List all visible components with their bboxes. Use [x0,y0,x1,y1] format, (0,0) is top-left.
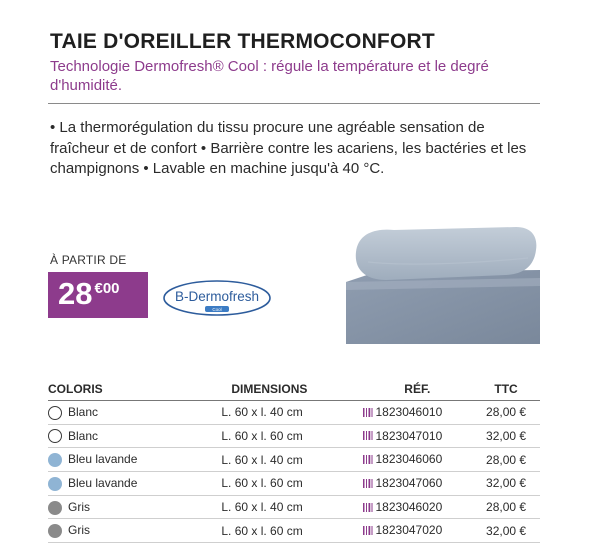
color-name: Bleu lavande [68,475,138,490]
reference: 1823047060 [375,475,443,490]
price-ttc: 32,00 € [472,472,540,496]
reference: 1823046010 [375,404,443,419]
barcode-icon [363,477,373,491]
price-ttc: 32,00 € [472,424,540,448]
price-ttc: 28,00 € [472,495,540,519]
price-ttc: 28,00 € [472,401,540,425]
price-badge [48,272,148,318]
color-name: Blanc [68,428,99,443]
dimensions: L. 60 x l. 60 cm [221,519,358,543]
barcode-icon [363,501,373,515]
color-swatch [48,453,62,467]
price-from-label: À PARTIR DE [50,253,127,267]
color-swatch [48,477,62,491]
table-row [48,401,540,425]
header-ttc: TTC [472,380,540,401]
barcode-icon [363,453,373,467]
dimensions: L. 60 x l. 60 cm [221,424,358,448]
table-row [48,495,540,519]
pillow-image [346,222,540,344]
color-swatch [48,429,62,443]
header-ref: RÉF. [359,380,473,401]
dimensions: L. 60 x l. 60 cm [221,472,358,496]
reference: 1823047010 [375,428,443,443]
brand-sub: Cool [212,307,222,312]
table-header-row [48,380,540,401]
barcode-icon [363,406,373,420]
price-integer: 28 [58,276,93,311]
reference: 1823047020 [375,523,443,538]
dermofresh-logo [162,278,272,318]
brand-name: B-Dermofresh [174,289,260,304]
spec-table [48,380,540,543]
color-name: Gris [68,499,90,514]
color-swatch [48,524,62,538]
barcode-icon [363,524,373,538]
table-row [48,424,540,448]
color-name: Blanc [68,404,99,419]
product-description: • La thermorégulation du tissu procure une agréable sensation de fraîcheur et de confort • Barrière contre les acariens, les bactéries et les champignons • Lavable en machine jusqu'à 40 °C. [50,119,527,177]
barcode-icon [363,429,373,443]
table-row [48,472,540,496]
header-dimensions: DIMENSIONS [221,380,358,401]
reference: 1823046060 [375,452,443,467]
dimensions: L. 60 x l. 40 cm [221,448,358,472]
product-subtitle: Technologie Dermofresh® Cool : régule la température et le degré d'humidité. [50,58,489,94]
reference: 1823046020 [375,499,443,514]
dimensions: L. 60 x l. 40 cm [221,401,358,425]
color-name: Bleu lavande [68,452,138,467]
table-row [48,519,540,543]
price-ttc: 28,00 € [472,448,540,472]
table-row [48,448,540,472]
price-ttc: 32,00 € [472,519,540,543]
color-swatch [48,406,62,420]
product-title: TAIE D'OREILLER THERMOCONFORT [50,30,435,53]
color-swatch [48,501,62,515]
price-decimal: €00 [94,280,120,297]
divider [48,103,540,104]
dimensions: L. 60 x l. 40 cm [221,495,358,519]
color-name: Gris [68,523,90,538]
header-coloris: COLORIS [48,380,221,401]
